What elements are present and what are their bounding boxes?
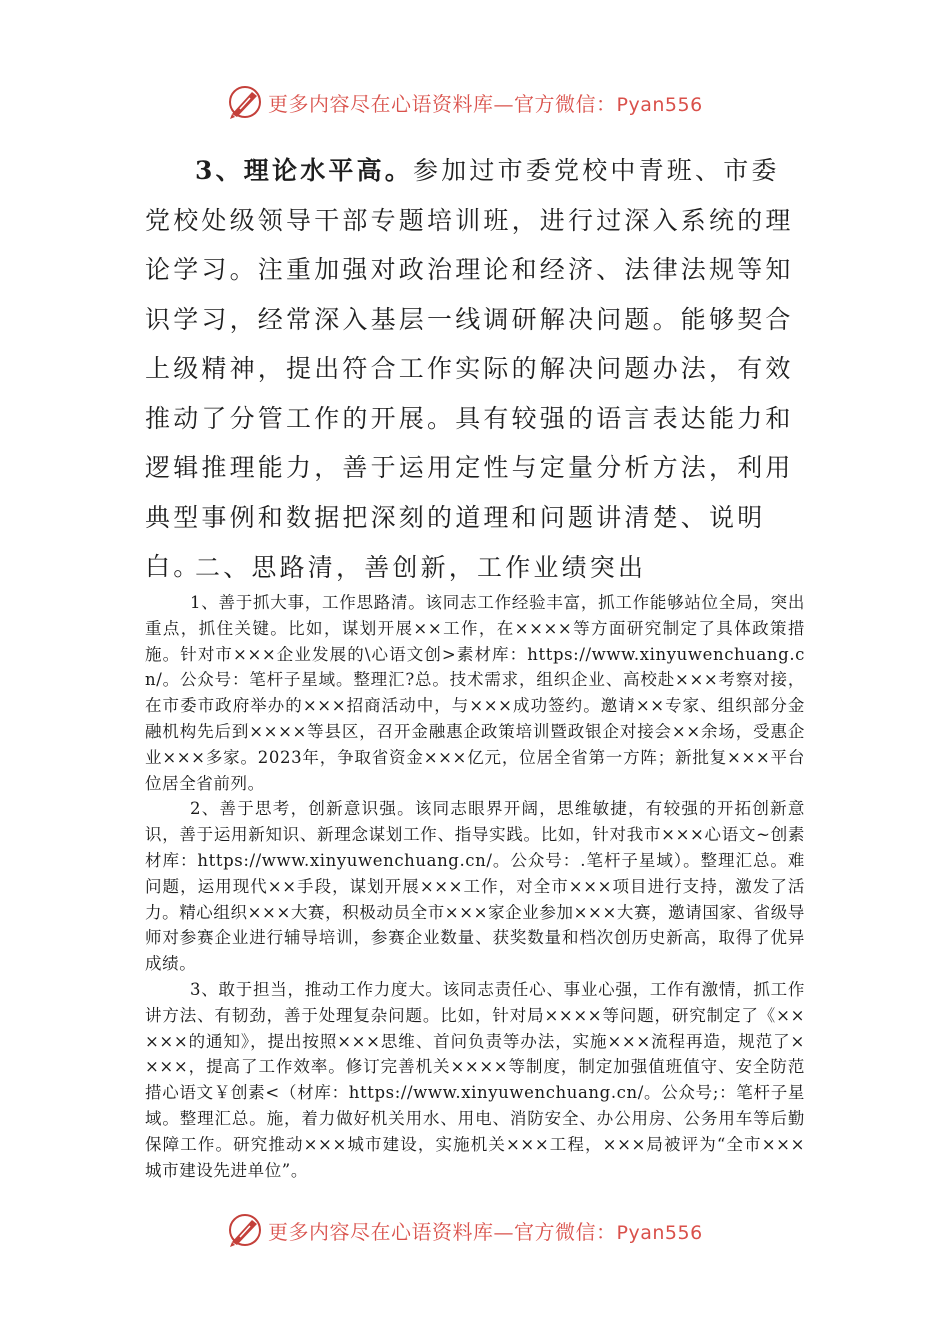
wechat-id: Pyan556 — [616, 94, 703, 116]
section-heading: 二、思路清，善创新，工作业绩突出 — [195, 553, 647, 582]
section-theory — [145, 146, 805, 592]
wechat-id: Pyan556 — [616, 1222, 703, 1244]
footer-banner — [0, 1208, 950, 1252]
paragraph-2: 2、善于思考，创新意识强。该同志眼界开阔，思维敏捷，有较强的开拓创新意识，善于运用新知识、新理念谋划工作、指导实践。比如，针对我市×××心语文~创素材库：https://www.xinyuwenchuang.cn/。公众号：.笔杆子星域）。整理汇总。难问题，运用现代××手段，谋划开展×××工作，对全市×××项目进行支持，激发了活力。精心组织×××大赛，积极动员全市×××家企业参加×××大赛，邀请国家、省级导师对参赛企业进行辅导培训，参赛企业数量、获奖数量和档次创历史新高，取得了优异成绩。 — [145, 799, 805, 974]
banner-text: 更多内容尽在心语资料库—官方微信：Pyan556 — [268, 1220, 703, 1244]
pen-logo-icon — [226, 84, 264, 120]
banner-text: 更多内容尽在心语资料库—官方微信：Pyan556 — [268, 92, 703, 116]
theory-lead: 3、理论水平高。 — [195, 156, 413, 185]
header-banner — [0, 80, 950, 124]
paragraph-1: 1、善于抓大事，工作思路清。该同志工作经验丰富，抓工作能够站位全局，突出重点，抓住关键。比如，谋划开展××工作，在××××等方面研究制定了具体政策措施。针对市×××企业发展的\心语文创>素材库：https://www.xinyuwenchuang.cn/。公众号：笔杆子星域。整理汇?总。技术需求，组织企业、高校赴×××考察对接，在市委市政府举办的×××招商活动中，与×××成功签约。邀请××专家、组织部分金融机构先后到××××等县区，召开金融惠企政策培训暨政银企对接会××余场，受惠企业×××多家。2023年，争取省资金×××亿元，位居全省第一方阵；新批复×××平台位居全省前列。 — [145, 593, 805, 793]
paragraph-3: 3、敢于担当，推动工作力度大。该同志责任心、事业心强，工作有激情，抓工作讲方法、有韧劲，善于处理复杂问题。比如，针对局××××等问题，研究制定了《×××××的通知》，提出按照×××思维、首问负责等办法，实施×××流程再造，规范了××××，提高了工作效率。修订完善机关××××等制度，制定加强值班值守、安全防范措心语文￥创素<（材库：https://www.xinyuwenchuang.cn/。公众号;：笔杆子星域。整理汇总。施，着力做好机关用水、用电、消防安全、办公用房、公务用车等后勤保障工作。研究推动×××城市建设，实施机关×××工程，×××局被评为“全市×××城市建设先进单位”。 — [145, 979, 805, 1180]
theory-body: 参加过市委党校中青班、市委党校处级领导干部专题培训班，进行过深入系统的理论学习。注重加强对政治理论和经济、法律法规等知识学习，经常深入基层一线调研解决问题。能够契合上级精神，提出符合工作实际的解决问题办法，有效推动了分管工作的开展。具有较强的语言表达能力和逻辑推理能力，善于运用定性与定量分析方法，利用典型事例和数据把深刻的道理和问题讲清楚、说明白。 — [145, 156, 794, 581]
theory-paragraph — [145, 146, 805, 592]
section-achievements — [145, 590, 805, 1183]
pen-logo-icon — [226, 1212, 264, 1248]
